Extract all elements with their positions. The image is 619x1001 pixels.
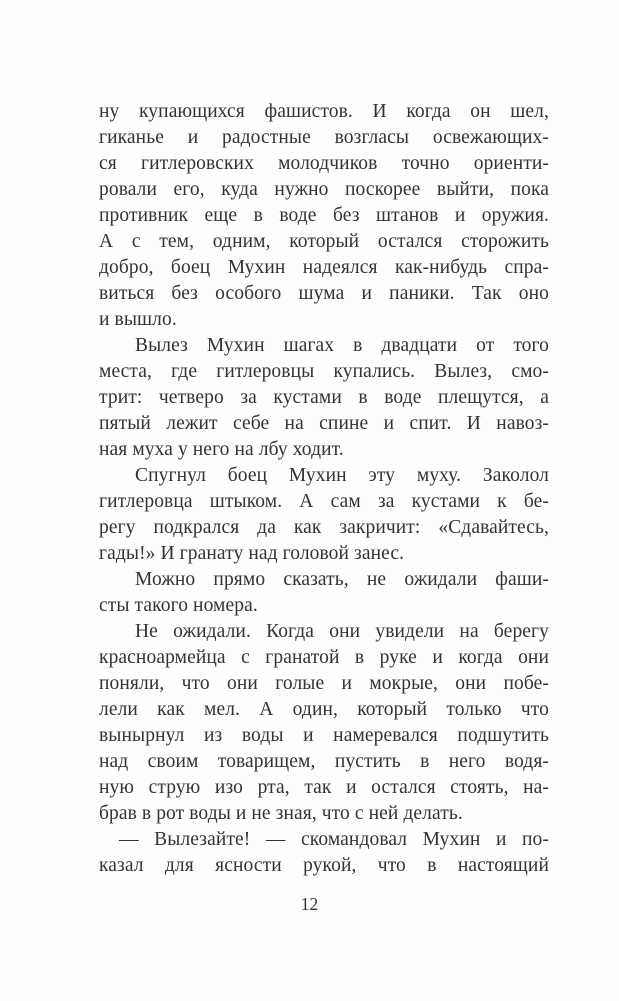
text-line: добро, боец Мухин надеялся как-нибудь спра- xyxy=(99,257,549,278)
text-line: красноармейца с гранатой в руке и когда они xyxy=(99,647,549,668)
text-line: ная муха у него на лбу ходит. xyxy=(99,439,344,460)
text-line: Можно прямо сказать, не ожидали фаши- xyxy=(135,569,549,590)
text-line: сты такого номера. xyxy=(99,595,258,616)
paragraph xyxy=(99,99,549,333)
text-line: гиканье и радостные возгласы освежающих- xyxy=(99,127,549,148)
text-line: Вылез Мухин шагах в двадцати от того xyxy=(135,335,549,356)
text-line: казал для ясности рукой, что в настоящий xyxy=(99,855,549,876)
text-line: пятый лежит себе на спине и спит. И навоз- xyxy=(99,413,549,434)
paragraph xyxy=(99,619,549,827)
text-line: трит: четверо за кустами в воде плещутся, а xyxy=(99,387,549,408)
paragraph xyxy=(99,333,549,463)
text-line: Спугнул боец Мухин эту муху. Заколол xyxy=(135,465,549,486)
text-line: над своим товарищем, пустить в него водя- xyxy=(99,751,549,772)
paragraph xyxy=(99,827,549,879)
text-line: Не ожидали. Когда они увидели на берегу xyxy=(135,621,549,642)
text-line: брав в рот воды и не зная, что с ней делать. xyxy=(99,803,463,824)
text-line: ную струю изо рта, так и остался стоять, на- xyxy=(99,777,549,798)
text-line: А с тем, одним, который остался сторожить xyxy=(99,231,549,252)
text-line: регу подкрался да как закричит: «Сдавайтесь, xyxy=(99,517,549,538)
text-line: ровали его, куда нужно поскорее выйти, пока xyxy=(99,179,549,200)
text-line: гитлеровца штыком. А сам за кустами к бе- xyxy=(99,491,549,512)
text-line: ну купающихся фашистов. И когда он шел, xyxy=(99,101,549,122)
paragraph xyxy=(99,567,549,619)
text-line: лели как мел. А один, который только что xyxy=(99,699,549,720)
text-line: виться без особого шума и паники. Так оно xyxy=(99,283,549,304)
page-text-block xyxy=(99,99,549,879)
paragraph xyxy=(99,463,549,567)
text-line: поняли, что они голые и мокрые, они побе- xyxy=(99,673,549,694)
text-line: гады!» И гранату над головой занес. xyxy=(99,543,405,564)
text-line: противник еще в воде без штанов и оружия. xyxy=(99,205,549,226)
page-number: 12 xyxy=(300,894,319,914)
text-line: ся гитлеровских молодчиков точно ориенти- xyxy=(99,153,549,174)
text-line: — Вылезайте! — скомандовал Мухин и по- xyxy=(119,829,549,850)
text-line: и вышло. xyxy=(99,309,177,330)
text-line: вынырнул из воды и намеревался подшутить xyxy=(99,725,549,746)
text-line: места, где гитлеровцы купались. Вылез, смо- xyxy=(99,361,549,382)
